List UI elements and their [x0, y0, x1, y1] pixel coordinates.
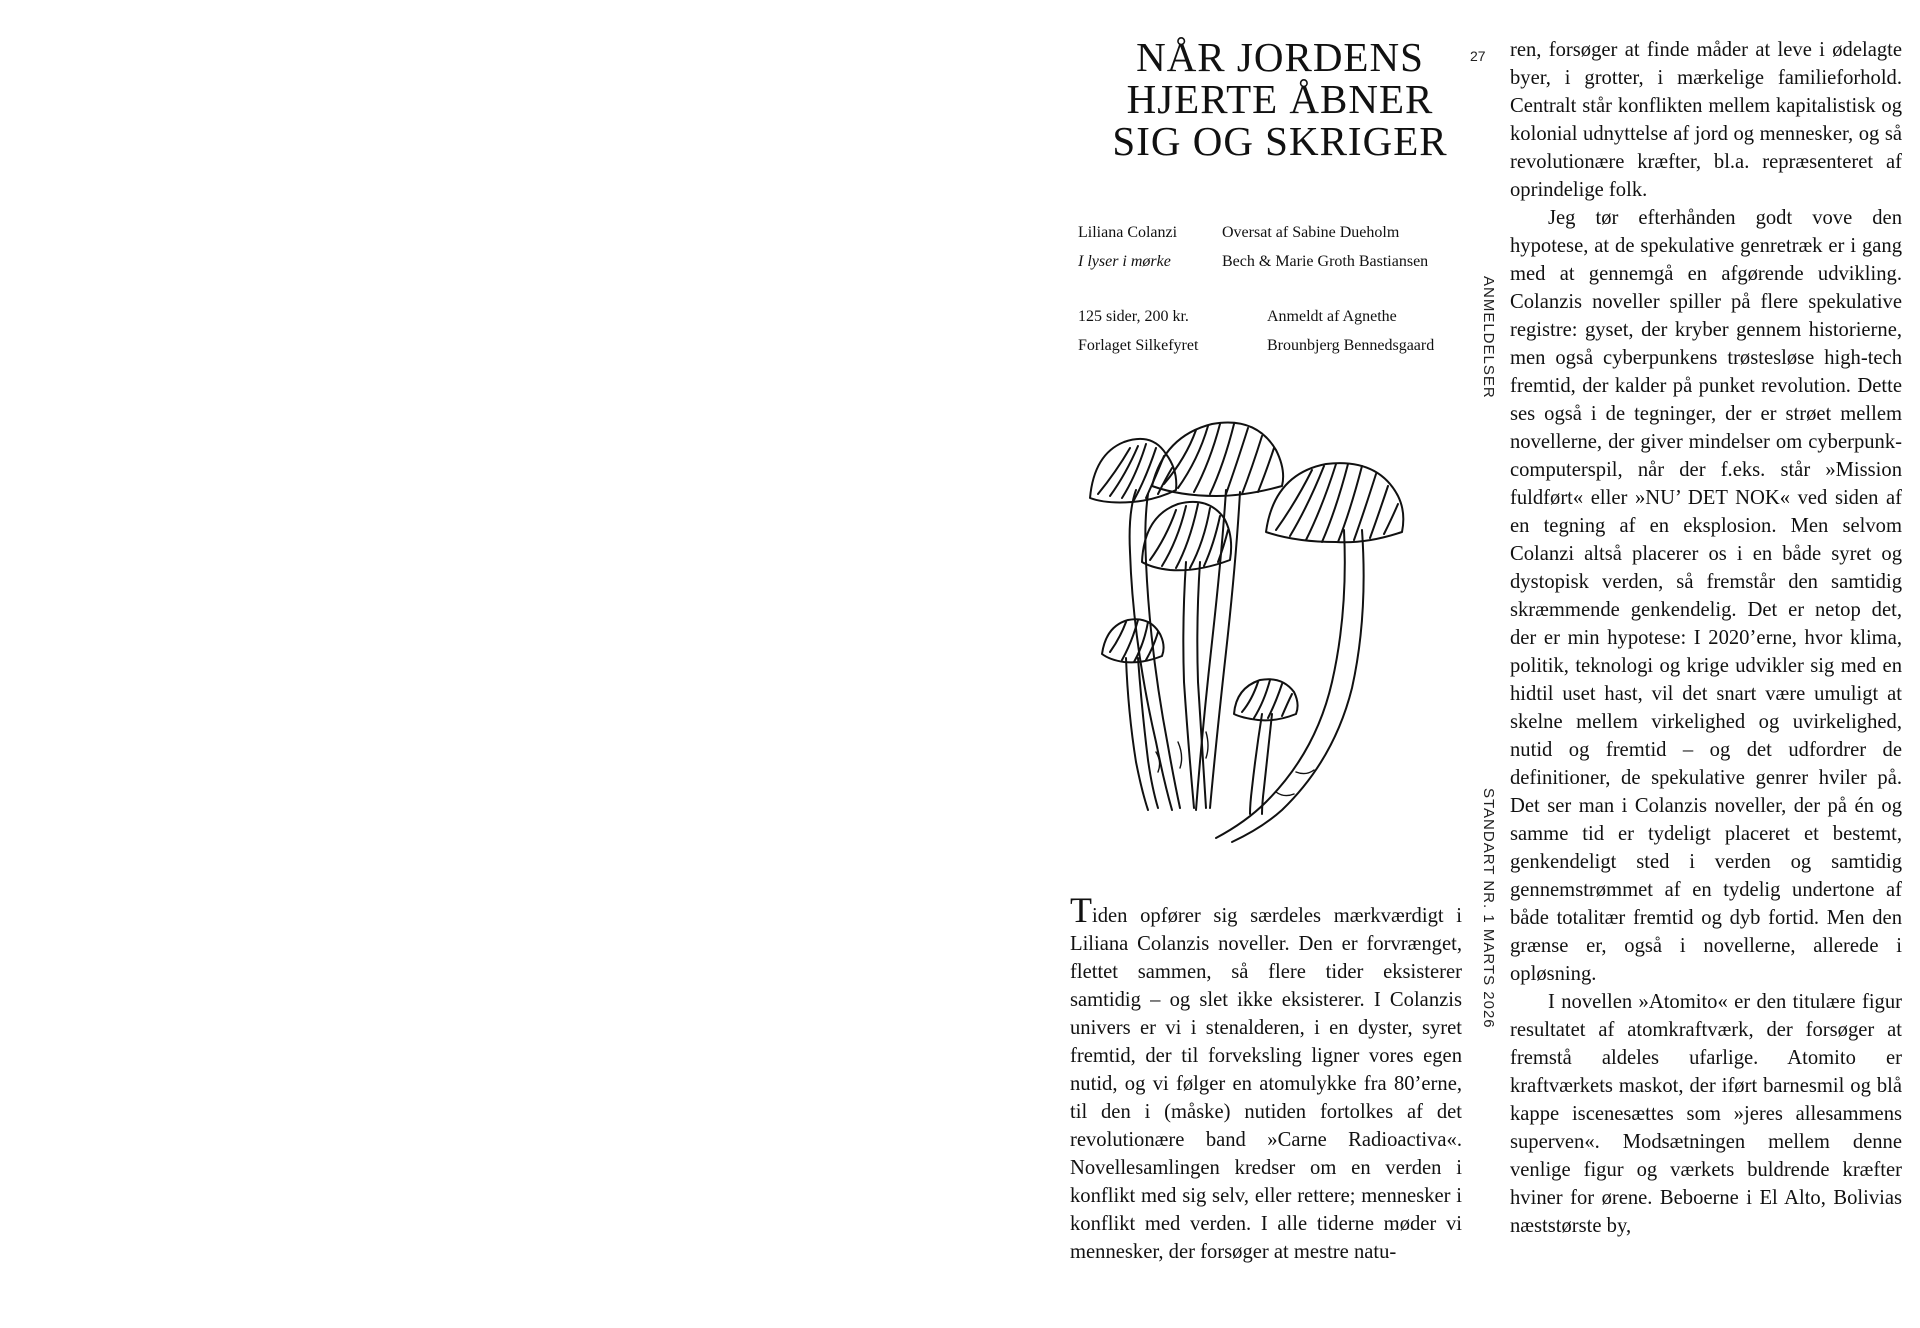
page-number: 27 [1470, 48, 1486, 64]
book-title: I lyser i mørke [1078, 253, 1171, 270]
running-head-issue: STANDART NR. 1 MARTS 2026 [1480, 788, 1497, 1029]
reviewer-info [1267, 302, 1434, 360]
author-name: Liliana Colanzi [1078, 224, 1178, 241]
title-line: SIG OG SKRIGER [1112, 118, 1448, 164]
publication-info [1078, 302, 1198, 360]
publisher: Forlaget Silkefyret [1078, 337, 1199, 354]
translator-line: Oversat af Sabine Dueholm [1222, 224, 1400, 241]
paragraph: Jeg tør efterhånden godt vove den hypotese, at de spekulative genretræk er i gang med at gennemgå en afgørende udvikling. Colanzis noveller spiller på flere spekulative registre: gyset, der kryber gennem historierne, men også cyberpunkens trøstesløse high-tech fremtid, der kalder på punket revolution. Dette ses også i de tegninger, der er strøet mellem novellerne, der giver mindelser om cyberpunk-computerspil, når der f.eks. står »Mission fuldført« eller »NU’ DET NOK« ved siden af en tegning af en eksplosion. Men selvom Colanzi altså placerer os i en både syret og dystopisk verden, så fremstår den samtidig skræmmende genkendelig. Det er netop det, der er min hypotese: I 2020’erne, hvor klima, politik, teknologi og krige udvikler sig med en hidtil uset hast, vil det snart være umuligt at skelne mellem virkelighed og uvirkelighed, nutid og fremtid – og det udfordrer de definitioner, de spekulative genrer hviler på. Det ser man i Colanzis noveller, der på én og samme tid er tydeligt placeret et bestemt, genkendeligt sted i verden og samtidig gennemstrømmet af en tydelig undertone af både totalitær fremtid og dyb fortid. Men den grænse er, også i novellerne, allerede i opløsning. [1510, 207, 1902, 985]
paragraph: ren, forsøger at finde måder at leve i ødelagte byer, i grotter, i mærkelige familieforhold. Centralt står konflikten mellem kapitalistisk og kolonial udnyttelse af jord og mennesker, og så revolutionære kræfter, bl.a. repræsenteret af oprindelige folk. [1510, 39, 1902, 201]
pages-price: 125 sider, 200 kr. [1078, 308, 1189, 325]
paragraph-text: iden opfører sig særdeles mærkværdigt i Liliana Colanzis noveller. Den er forvrænget, flettet sammen, så flere tider eksisterer samtidig – og slet ikke eksisterer. I Colanzis univers er vi i stenalderen, i en dyster, syret fremtid, der til forveksling ligner vores egen nutid, og vi følger en atomulykke fra 80’erne, til den i (måske) nutiden fortolkes af det revolutionære band »Carne Radioactiva«. Novellesamlingen kredser om en verden i konflikt med sig selv, eller rettere; mennesker i konflikt med verden. I alle tiderne møder vi mennesker, der forsøger at mestre natu- [1070, 905, 1462, 1263]
paragraph [1070, 890, 1462, 1266]
translator-line: Bech & Marie Groth Bastiansen [1222, 253, 1429, 270]
title-line: NÅR JORDENS [1136, 34, 1424, 80]
mushrooms-illustration [1086, 412, 1406, 844]
reviewer-line: Brounbjerg Bennedsgaard [1267, 337, 1435, 354]
reviewer-line: Anmeldt af Agnethe [1267, 308, 1397, 325]
body-column-2 [1510, 36, 1902, 1240]
translator-info [1222, 218, 1428, 276]
article-title [1070, 36, 1490, 162]
mushroom-tall-center [1152, 422, 1283, 810]
book-info [1078, 218, 1177, 276]
dropcap: T [1070, 890, 1092, 930]
paragraph: I novellen »Atomito« er den titulære figur resultatet af atomkraftværk, der forsøger at fremstå aldeles ufarlige. Atomito er kraftværkets maskot, der iført barnesmil og blå kappe iscenesættes som »jeres allesammens superven«. Modsætningen mellem denne venlige figur og værkets buldrende kræfter hviner for ørene. Beboerne i El Alto, Bolivias næststørste by, [1510, 991, 1902, 1237]
running-head-section: ANMELDELSER [1480, 276, 1497, 399]
title-line: HJERTE ÅBNER [1126, 76, 1434, 122]
mushroom-small-right [1234, 679, 1298, 814]
body-column-1 [1070, 890, 1462, 1266]
stem-hatching [1156, 732, 1314, 796]
mushroom-right-large [1216, 463, 1403, 842]
mushroom-small-left [1102, 619, 1164, 810]
mushroom-middle [1142, 502, 1231, 808]
